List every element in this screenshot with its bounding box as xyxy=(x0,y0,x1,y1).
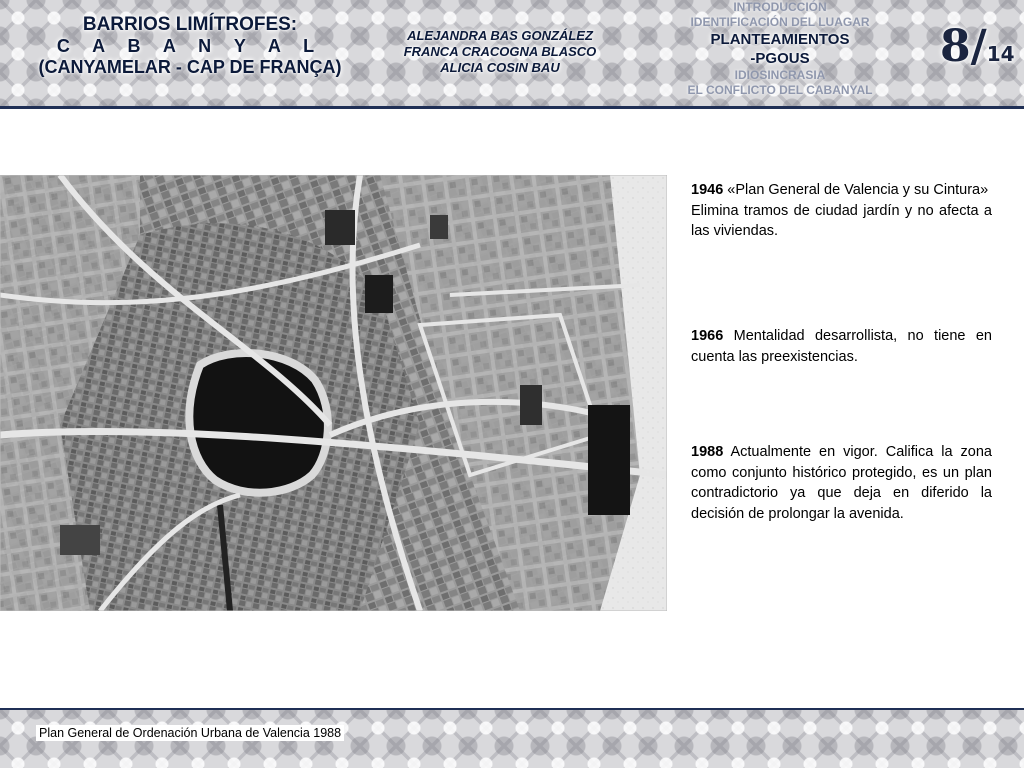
plan-1946-title: «Plan General de Valencia y su Cintura» xyxy=(723,182,989,198)
section-nav xyxy=(650,0,910,98)
authors-list xyxy=(380,28,620,76)
nav-item-idiosincrasia[interactable]: IDIOSINCRASIA xyxy=(734,68,826,82)
author-2: FRANCA CRACOGNA BLASCO xyxy=(403,44,597,59)
page-number xyxy=(940,22,1020,72)
nav-item-planteamientos[interactable]: PLANTEAMIENTOS xyxy=(710,31,850,48)
author-1: ALEJANDRA BAS GONZÁLEZ xyxy=(407,28,593,43)
author-3: ALICIA COSIN BAU xyxy=(440,60,560,75)
page-current: 8/ xyxy=(940,21,987,72)
year-1966: 1966 xyxy=(691,328,724,344)
title-line-3: (CANYAMELAR - CAP DE FRANÇA) xyxy=(38,57,342,77)
paragraph-1946 xyxy=(691,180,992,242)
nav-item-conflicto[interactable]: EL CONFLICTO DEL CABANYAL xyxy=(687,83,873,97)
presentation-title xyxy=(20,14,360,78)
title-line-1: BARRIOS LIMÍTROFES: xyxy=(82,14,298,35)
nav-item-identificacion[interactable]: IDENTIFICACIÓN DEL LUAGAR xyxy=(690,15,870,29)
nav-item-pgous[interactable]: -PGOUS xyxy=(750,50,810,67)
nav-item-introduccion[interactable]: INTRODUCCIÓN xyxy=(733,0,827,14)
plan-1946-text: Elimina tramos de ciudad jardín y no afecta a las viviendas. xyxy=(691,202,992,239)
paragraph-1966 xyxy=(691,326,992,367)
paragraph-1988 xyxy=(691,442,992,524)
year-1946: 1946 xyxy=(691,182,724,198)
plan-1988-text: Actualmente en vigor. Califica la zona como conjunto histórico protegido, es un plan contradictorio ya que deja en diferido la decisión de prolongar la avenida. xyxy=(691,444,992,522)
city-plan-map-image xyxy=(0,175,667,611)
plan-1966-text: Mentalidad desarrollista, no tiene en cuenta las preexistencias. xyxy=(691,328,992,365)
year-1988: 1988 xyxy=(691,444,724,460)
title-line-2: C A B A N Y A L xyxy=(56,36,324,56)
header-divider xyxy=(0,106,1024,109)
page-total: 14 xyxy=(986,42,1015,66)
map-caption: Plan General de Ordenación Urbana de Valencia 1988 xyxy=(36,725,344,741)
